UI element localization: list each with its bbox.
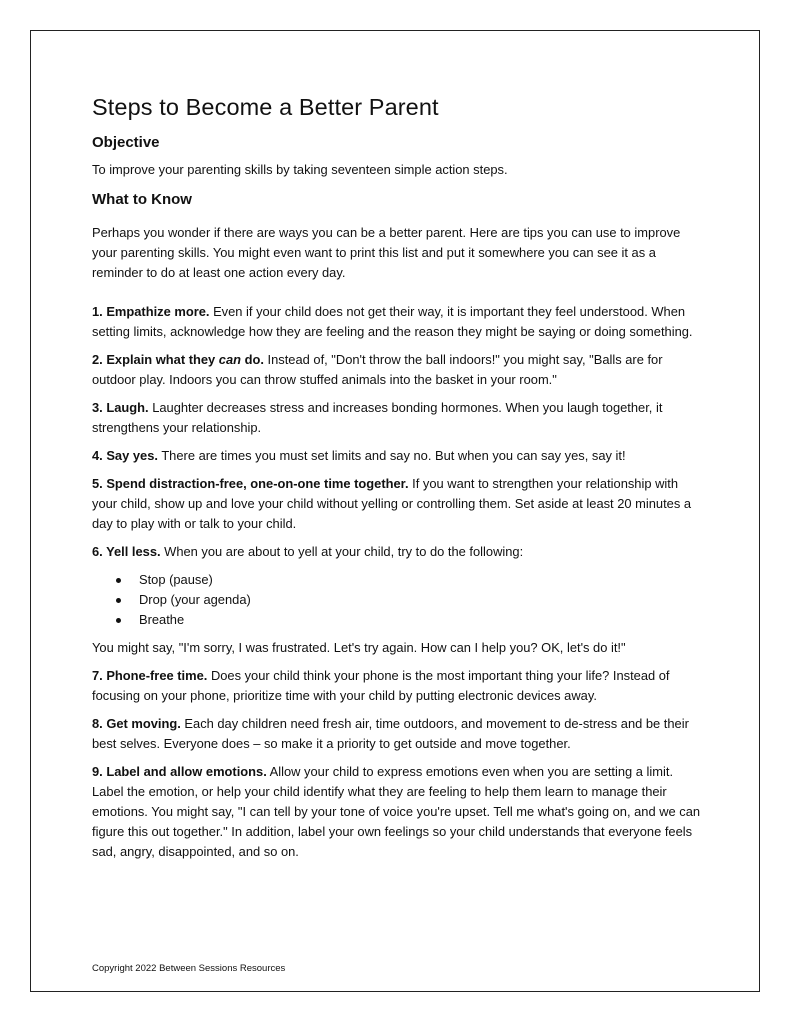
tip-7 <box>92 666 704 706</box>
tip-5-title: 5. Spend distraction-free, one-on-one time together. <box>92 476 409 491</box>
list-item <box>113 610 704 630</box>
tip-9 <box>92 762 704 862</box>
objective-text: To improve your parenting skills by taking seventeen simple action steps. <box>92 162 508 177</box>
tip-2 <box>92 350 704 390</box>
tip-1-text: Even if your child does not get their way, it is important they feel understood. When setting limits, acknowledge how they are feeling and the reason they might be saying or doing something. <box>92 304 693 339</box>
tip-2-title-post: do. <box>241 352 264 367</box>
tip-8-text: Each day children need fresh air, time outdoors, and movement to de-stress and be their best selves. Everyone does – so make it a priority to get outside and move together. <box>92 716 689 751</box>
tip-7-title: 7. Phone-free time. <box>92 668 208 683</box>
tip-9-text: Allow your child to express emotions even when you are setting a limit. Label the emotion, or help your child identify what they are feeling to help them learn to manage their emotions. You might say, "I can tell by your tone of voice you're upset. Tell me what's going on, and we can figure this out together." In addition, label your own feelings so your child understands that everyone feels sad, angry, disappointed, and so on. <box>92 764 701 859</box>
tip-8-title: 8. Get moving. <box>92 716 181 731</box>
bullet-icon <box>116 618 121 623</box>
tip-6-example: You might say, "I'm sorry, I was frustrated. Let's try again. How can I help you? OK, let's do it!" <box>92 640 626 655</box>
tip-3 <box>92 398 704 438</box>
tip-2-text: Instead of, "Don't throw the ball indoors!" you might say, "Balls are for outdoor play. Indoors you can throw stuffed animals into the basket in your room." <box>92 352 663 387</box>
objective-heading: Objective <box>92 134 160 151</box>
tip-6-bullet-list <box>92 570 704 630</box>
document-title: Steps to Become a Better Parent <box>92 94 439 120</box>
intro-paragraph: Perhaps you wonder if there are ways you can be a better parent. Here are tips you can use to improve your parenting skills. You might even want to print this list and put it somewhere you can see it as a reminder to do at least one action every day. <box>92 225 681 280</box>
tip-7-text: Does your child think your phone is the most important thing your life? Instead of focusing on your phone, prioritize time with your child by putting electronic devices away. <box>92 668 670 703</box>
tip-2-title-emphasis: can <box>218 352 242 367</box>
tip-9-title: 9. Label and allow emotions. <box>92 764 267 779</box>
tip-3-title: 3. Laugh. <box>92 400 149 415</box>
tip-1 <box>92 302 704 342</box>
bullet-icon <box>116 598 121 603</box>
list-item <box>113 570 704 590</box>
what-to-know-heading: What to Know <box>92 191 192 208</box>
tip-1-title: 1. Empathize more. <box>92 304 210 319</box>
document-body <box>92 94 704 870</box>
tip-5 <box>92 474 704 534</box>
tip-2-title-pre: 2. Explain what they <box>92 352 219 367</box>
tip-6-title: 6. Yell less. <box>92 544 161 559</box>
copyright-footer: Copyright 2022 Between Sessions Resources <box>92 963 286 974</box>
list-item <box>113 590 704 610</box>
tip-6-text: When you are about to yell at your child, try to do the following: <box>164 544 524 559</box>
tip-6 <box>92 542 704 562</box>
bullet-text: Stop (pause) <box>139 572 213 587</box>
bullet-icon <box>116 578 121 583</box>
tip-3-text: Laughter decreases stress and increases bonding hormones. When you laugh together, it strengthens your relationship. <box>92 400 663 435</box>
bullet-text: Drop (your agenda) <box>139 592 251 607</box>
tip-2-title <box>92 352 264 367</box>
tip-8 <box>92 714 704 754</box>
tip-4-text: There are times you must set limits and say no. But when you can say yes, say it! <box>161 448 626 463</box>
bullet-text: Breathe <box>139 612 185 627</box>
tip-4 <box>92 446 704 466</box>
tip-4-title: 4. Say yes. <box>92 448 158 463</box>
tip-5-text: If you want to strengthen your relationship with your child, show up and love your child without yelling or controlling them. Set aside at least 20 minutes a day to play with or talk to your child. <box>92 476 692 531</box>
